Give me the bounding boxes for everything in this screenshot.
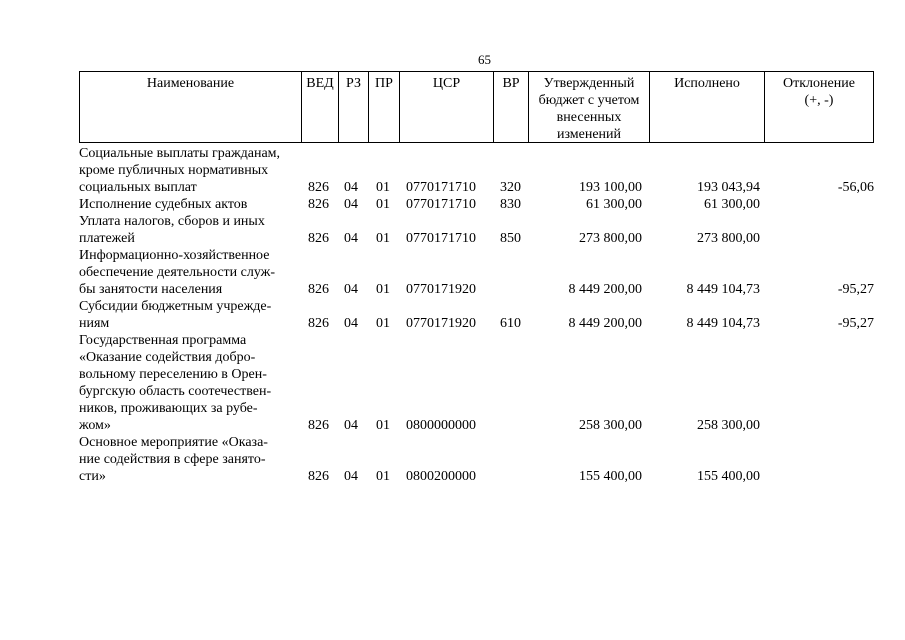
row-deviation: -56,06 — [837, 180, 874, 195]
row-vr: 610 — [500, 316, 521, 331]
row-budget: 155 400,00 — [579, 469, 642, 484]
row-name: Государственная программа «Оказание содействия добро- вольному переселению в Орен- бургскую область соотечествен- ников, проживающих за рубе- жом» — [79, 333, 272, 433]
row-deviation: -95,27 — [837, 316, 874, 331]
header-vr: ВР — [494, 72, 529, 142]
row-done: 155 400,00 — [697, 469, 760, 484]
row-ved: 826 — [308, 418, 329, 433]
row-name: Основное мероприятие «Оказа- ние содействия в сфере занято- сти» — [79, 435, 268, 484]
table-row — [79, 332, 874, 434]
row-deviation: -95,27 — [837, 282, 874, 297]
row-name: Субсидии бюджетным учрежде- ниям — [79, 299, 272, 331]
table-row — [79, 145, 874, 196]
row-rz: 04 — [344, 469, 358, 484]
row-name: Социальные выплаты гражданам, кроме публичных нормативных социальных выплат — [79, 146, 281, 195]
row-done: 273 800,00 — [697, 231, 760, 246]
row-pr: 01 — [376, 197, 390, 212]
row-vr: 850 — [500, 231, 521, 246]
row-done: 61 300,00 — [704, 197, 760, 212]
row-done: 193 043,94 — [697, 180, 760, 195]
row-budget: 258 300,00 — [579, 418, 642, 433]
header-csr: ЦСР — [400, 72, 494, 142]
header-deviation: Отклонение (+, -) — [783, 76, 855, 108]
table-row — [79, 196, 874, 213]
row-name: Информационно-хозяйственное обеспечение деятельности служ- бы занятости населения — [79, 248, 276, 297]
row-budget: 193 100,00 — [579, 180, 642, 195]
row-csr: 0770171710 — [406, 197, 476, 212]
row-csr: 0770171710 — [406, 231, 476, 246]
row-budget: 61 300,00 — [586, 197, 642, 212]
row-pr: 01 — [376, 180, 390, 195]
row-ved: 826 — [308, 231, 329, 246]
row-rz: 04 — [344, 231, 358, 246]
row-csr: 0770171920 — [406, 282, 476, 297]
table-row — [79, 298, 874, 332]
row-vr: 320 — [500, 180, 521, 195]
header-pr: ПР — [369, 72, 400, 142]
row-vr: 830 — [500, 197, 521, 212]
row-csr: 0800200000 — [406, 469, 476, 484]
row-csr: 0770171920 — [406, 316, 476, 331]
page-number: 65 — [478, 52, 491, 67]
table-header — [79, 71, 874, 143]
table-row — [79, 213, 874, 247]
row-ved: 826 — [308, 316, 329, 331]
row-ved: 826 — [308, 180, 329, 195]
header-done: Исполнено — [650, 72, 765, 142]
row-rz: 04 — [344, 180, 358, 195]
row-pr: 01 — [376, 231, 390, 246]
row-budget: 8 449 200,00 — [568, 316, 642, 331]
row-pr: 01 — [376, 316, 390, 331]
row-name: Исполнение судебных актов — [79, 197, 248, 212]
row-done: 258 300,00 — [697, 418, 760, 433]
row-budget: 273 800,00 — [579, 231, 642, 246]
header-rz: РЗ — [339, 72, 369, 142]
header-ved: ВЕД — [302, 72, 339, 142]
row-done: 8 449 104,73 — [686, 316, 760, 331]
header-name: Наименование — [80, 72, 302, 142]
row-rz: 04 — [344, 418, 358, 433]
row-rz: 04 — [344, 282, 358, 297]
row-csr: 0800000000 — [406, 418, 476, 433]
header-budget: Утвержденный бюджет с учетом внесенных изменений — [529, 72, 650, 142]
row-pr: 01 — [376, 469, 390, 484]
row-csr: 0770171710 — [406, 180, 476, 195]
row-ved: 826 — [308, 282, 329, 297]
row-ved: 826 — [308, 469, 329, 484]
row-rz: 04 — [344, 197, 358, 212]
row-rz: 04 — [344, 316, 358, 331]
table-row — [79, 434, 874, 485]
row-budget: 8 449 200,00 — [568, 282, 642, 297]
table-row — [79, 247, 874, 298]
row-ved: 826 — [308, 197, 329, 212]
row-done: 8 449 104,73 — [686, 282, 760, 297]
row-pr: 01 — [376, 418, 390, 433]
row-pr: 01 — [376, 282, 390, 297]
row-name: Уплата налогов, сборов и иных платежей — [79, 214, 265, 246]
